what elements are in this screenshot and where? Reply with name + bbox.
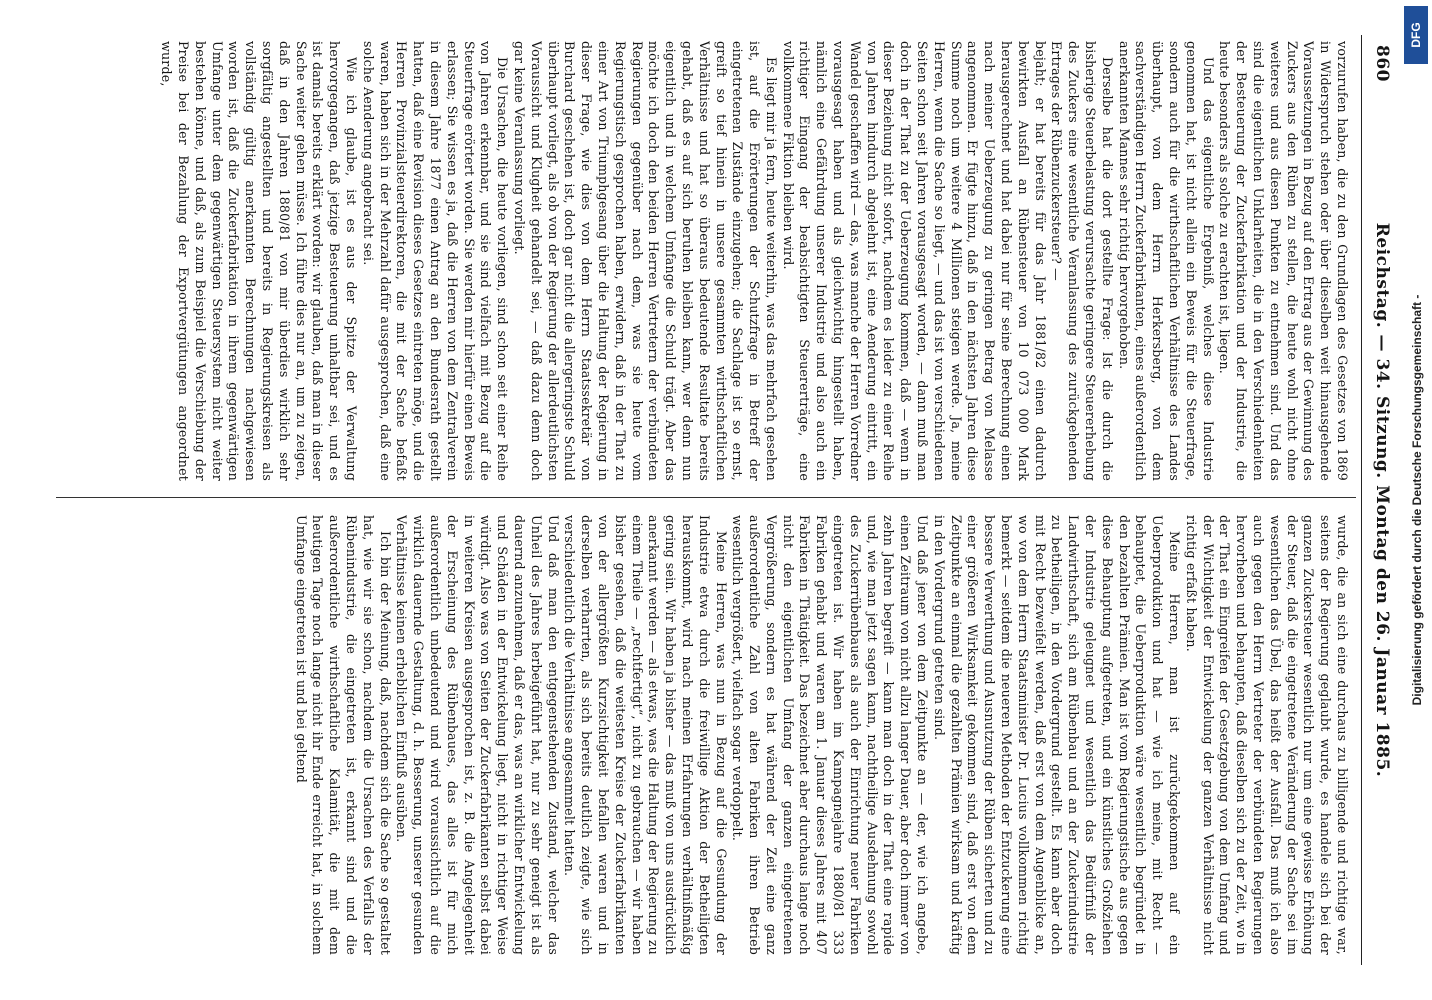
left-column: [56, 41, 1350, 481]
page-number: 860: [1372, 45, 1392, 82]
paragraph: Ich bin der Meinung, daß, nachdem sich die Sache so gestaltet hat, wie wir sie schon, nachdem die Ursachen des Verfalls der Rübenindustrie, die eingetreten ist, erkannt sind und die außerordentliche wirthschaftliche Kalamität, die mit dem heutigen Tage noch lange nicht ihr Ende erreicht hat, in solchem Umfange eingetreten ist und bei geltend: [293, 515, 393, 955]
page-header: [1364, 35, 1392, 965]
paragraph: Wie ich glaube, ist es aus der Spitze der Verwaltung hervorgegangen, daß jetzige Besteuerung unhaltbar sei, und es ist damals bereits erklärt worden: wir glauben, daß man in dieser Sache weiter gehen müsse. Ich führe dies nur an, um zu zeigen, daß in den Jahren 1880/81 von mir überdies wirklich sehr sorgfältig angestellten und bereits in Regierungskreisen als vollständig gültig anerkannten Berechnungen nachgewiesen worden ist, daß die Zuckerfabrikation in ihrem gegenwärtigen Umfange unter dem gegenwärtigen Steuersystem nicht weiter bestehen könne, und daß, als zum Beispiel die Verschiebung der Preise bei der Bezahlung der Exportvergütungen angeordnet wurde,: [159, 41, 359, 481]
right-column: [56, 515, 1350, 955]
paragraph: Die Ursachen, die heute vorliegen, sind schon seit einer Reihe von Jahren erkennbar, und sie sind vielfach mit Bezug auf die Steuerfrage erörtert worden. Sie werden mir hierfür einen Beweis erlassen; Sie wissen es ja, daß die Herren von dem Zentralverein in diesem Jahre 1877 einen Antrag an den Bundesrath gestellt hatten, daß eine Revision dieses Gesetzes eintreten möge, und die Herren Provinzialsteuerdirektoren, die mit der Sache befaßt waren, haben sich in der Mehrzahl dafür ausgesprochen, daß eine solche Aenderung angebracht sei.: [360, 41, 511, 481]
running-head: Reichstag. — 34. Sitzung. Montag den 26. Januar 1885.: [1372, 222, 1392, 778]
paragraph: Und das eigentliche Ergebniß, welches diese Industrie genommen hat, ist nicht allein ein Beweis für die Steuerfrage, sondern auch für die wirthschaftlichen Verhältnisse des Landes überhaupt, von dem Herrn Herkersberg, von dem sachverständigen Herrn Zuckerfabrikanten, eines außerordentlich anerkannten Mannes sehr richtig hervorgehoben.: [1116, 41, 1216, 481]
scanned-page: [26, 35, 1406, 965]
digitization-credit: [1402, 0, 1432, 1000]
paragraph: Und daß jener von dem Zeitpunkte an — der, wie ich angebe, einen Zeitraum von nicht allzu langer Dauer, aber doch immer von zehn Jahren begreift — kann man doch in der That eine rapide und, wie man jetzt sagen kann, nachtheilige Ausdehnung sowohl des Zuckerrübenbaues als auch der Einrichtung neuer Fabriken eingetreten ist. Wir haben im Kampagnejahre 1880/81 333 Fabriken gehabt und waren am 1. Januar dieses Jahres mit 407 Fabriken in Thätigkeit. Das bezeichnet aber durchaus lange noch nicht den eigentlichen Umfang der ganzen eingetretenen Vergrößerung, sondern es hat während der Zeit eine ganz außerordentliche Zahl von alten Fabriken ihren Betrieb wesentlich vergrößert, vielfach sogar verdoppelt.: [730, 515, 931, 955]
paragraph: Meine Herren, man ist zurückgekommen auf ein Ueberproduktion und hat — wie ich meine, mit Recht — behauptet, die Ueberproduktion wäre wesentlich begründet in den bezahlten Prämien. Man ist vom Regierungstische aus gegen diese Behauptung aufgetreten, und ein künstliches Großziehen der Industrie geleugnet und wesentlich das Bedürfniß der Landwirthschaft, sich am Rübenbau und an der Zuckerindustrie zu betheiligen, in den Vordergrund gestellt. Es kann aber doch mit Recht bezweifelt werden, daß erst von dem Augenblicke an, wo von dem Herrn Staatsminister Dr. Lucius vollkommen richtig bemerkt — seitdem die neueren Methoden der Entzuckerung eine bessere Verwerthung und Ausnutzung der Rüben sicherten und zu einer größeren Wirksamkeit gekommen sind, daß erst von dem Zeitpunkte an einmal die gezahlten Prämien wirksam und kräftig in den Vordergrund getreten sind.: [931, 515, 1183, 955]
paragraph: Derselbe hat die dort gestellte Frage: Ist die durch die bisherige Steuerbelastung verursachte geringere Steuererhebung des Zuckers eine wesentliche Veranlassung des zurückgehenden Ertrages der Rübenzuckersteuer? —: [1049, 41, 1115, 481]
paragraph: wurde, die an sich eine durchaus zu billigende und richtige war, seitens der Regierung geglaubt wurde, es handele sich bei der ganzen Zuckersteuer wesentlich nur um eine gewisse Erhöhung der Steuer, daß die eingetretene Veränderung der Sache sei im wesentlichen das Übel, das heißt der Ausfall. Das muß ich also auch gegen den Herrn Vertreter der verbündeten Regierungen hervorheben und behaupten, daß dieselben sich zu der Zeit, wo in der That ein Eingreifen der Gesetzgebung von dem Umfang und der Wichtigkeit der Entwickelung der ganzen Verhältnisse nicht richtig erfaßt haben.: [1183, 515, 1350, 955]
header-rule: [1361, 35, 1362, 965]
paragraph: Und daß man den entgegenstehenden Zustand, welcher das Unheil des Jahres herbeigeführt hat, nur zu sehr geneigt ist als dauernd anzunehmen, daß er das, was an wirklicher Entwickelung und Schäden in der Entwickelung liegt, nicht in richtiger Weise würdigt. Also was von Seiten der Zuckerfabrikanten selbst dabei in weiteren Kreisen ausgesprochen ist, z. B. die Angelegenheit der Erscheinung des Rübenbaues, das alles ist für mich außerordentlich unbedeutend und wird voraussichtlich auf die wirklich dauernde Gestaltung, d. h. Besserung, unserer gesunden Verhältnisse keinen erheblichen Einfluß ausüben.: [394, 515, 561, 955]
column-divider: [56, 497, 1356, 498]
paragraph: bejaht; er hat bereits für das Jahr 1881/82 einen dadurch bewirkten Ausfall an Rübensteuer von 10 073 000 Mark herausgerechnet und hat dabei nur für seine Berechnung einen nach meiner Ueberzeugung zu geringen Betrag von Melasse angenommen. Er fügte hinzu, daß in den nächsten Jahren diese Summe noch um weitere 4 Millionen steigen werde. Ja, meine Herren, wenn die Sache so liegt, — und das ist von verschiedenen Seiten schon seit Jahren vorausgesagt worden, — dann muß man doch in der That zu der Ueberzeugung kommen, daß — wenn in dieser Beziehung nicht sofort, nachdem es leider zu einer Reihe von Jahren hindurch abgelehnt ist, eine Aenderung eintritt, ein Wandel geschaffen wird — das, was manche der Herren Vorredner vorausgesagt haben und als gleichwichtig hingestellt haben, nämlich eine Gefährdung unserer Industrie und also auch ein richtiger Eingang der beabsichtigten Steuererträge, eine vollkommene Fiktion bleiben wird.: [780, 41, 1048, 481]
dfg-logo-text: DFG: [1409, 22, 1423, 48]
credit-text: Digitalisierung gefördert durch die Deutsche Forschungsgemeinschaft -: [1410, 294, 1424, 706]
paragraph: Meine Herren, was nun in Bezug auf die Gesundung der Industrie etwa durch die freiwillige Aktion der Betheiligten herauskommt, wird nach meinen Erfahrungen verhältnißmäßig gering sein. Wir haben ja bisher — das muß von uns ausdrücklich anerkannt werden — als etwas, was die Haltung der Regierung zu einem Theile — „rechtfertigt“, nicht zu gebrauchen — wir haben bisher gesehen, daß die weitesten Kreise der Zuckerfabrikanten von der allergrößten Kurzsichtigkeit befallen waren und in derselben verharrten, als sich bereits deutlich zeigte, wie sich verschiedentlich die Verhältnisse angesammelt hatten.: [562, 515, 729, 955]
paragraph: Es liegt mir ja fern, heute weiterhin, was das mehrfach gesehen ist, auf die Erörterungen der Schutzfrage in Betreff der eingetretenen Zustände einzugehen; die Sachlage ist so ernst, greift so tief hinein in unsere gesammten wirthschaftlichen Verhältnisse und hat so überaus bedeutende Resultate bereits gehabt, daß es auf sich beruhen bleiben kann, wer denn nun eigentlich und in welchem Umfange die Schuld trägt. Aber das möchte ich doch den beiden Herren Vertretern der verbündeten Regierungen gegenüber nach dem, was sie heute vom Regierungstisch gesprochen haben, erwidern, daß in der That zu einer Art von Triumphgesang über die Haltung der Regierung in dieser Frage, wie dies von dem Herrn Staatssekretär von Burchard geschehen ist, doch gar nicht die allergeringste Schuld überhaupt vorliegt, als ob von der Regierung der allerdeutlichsten Voraussicht und Klugheit gehandelt sei, — daß dazu denn doch gar keine Veranlassung vorliegt.: [511, 41, 779, 481]
dfg-logo: [1404, 6, 1428, 64]
paragraph: vorzurufen haben, die zu den Grundlagen des Gesetzes von 1869 in Widerspruch stehen oder über dieselben weit hinausgehende Voraussetzungen in Bezug auf den Ertrag aus der Gewinnung des Zuckers aus den Rüben zu stellen, die heute wohl nicht ohne weiteres und aus diesen Punkten zu entnehmen sind. Und das sind die eigentlichen Unklarheiten, die in den Verschiedenheiten der Besteuerung der Zuckerfabrikation und der Industrie, die heute besonders als solche zu erachten ist, liegen.: [1217, 41, 1350, 481]
